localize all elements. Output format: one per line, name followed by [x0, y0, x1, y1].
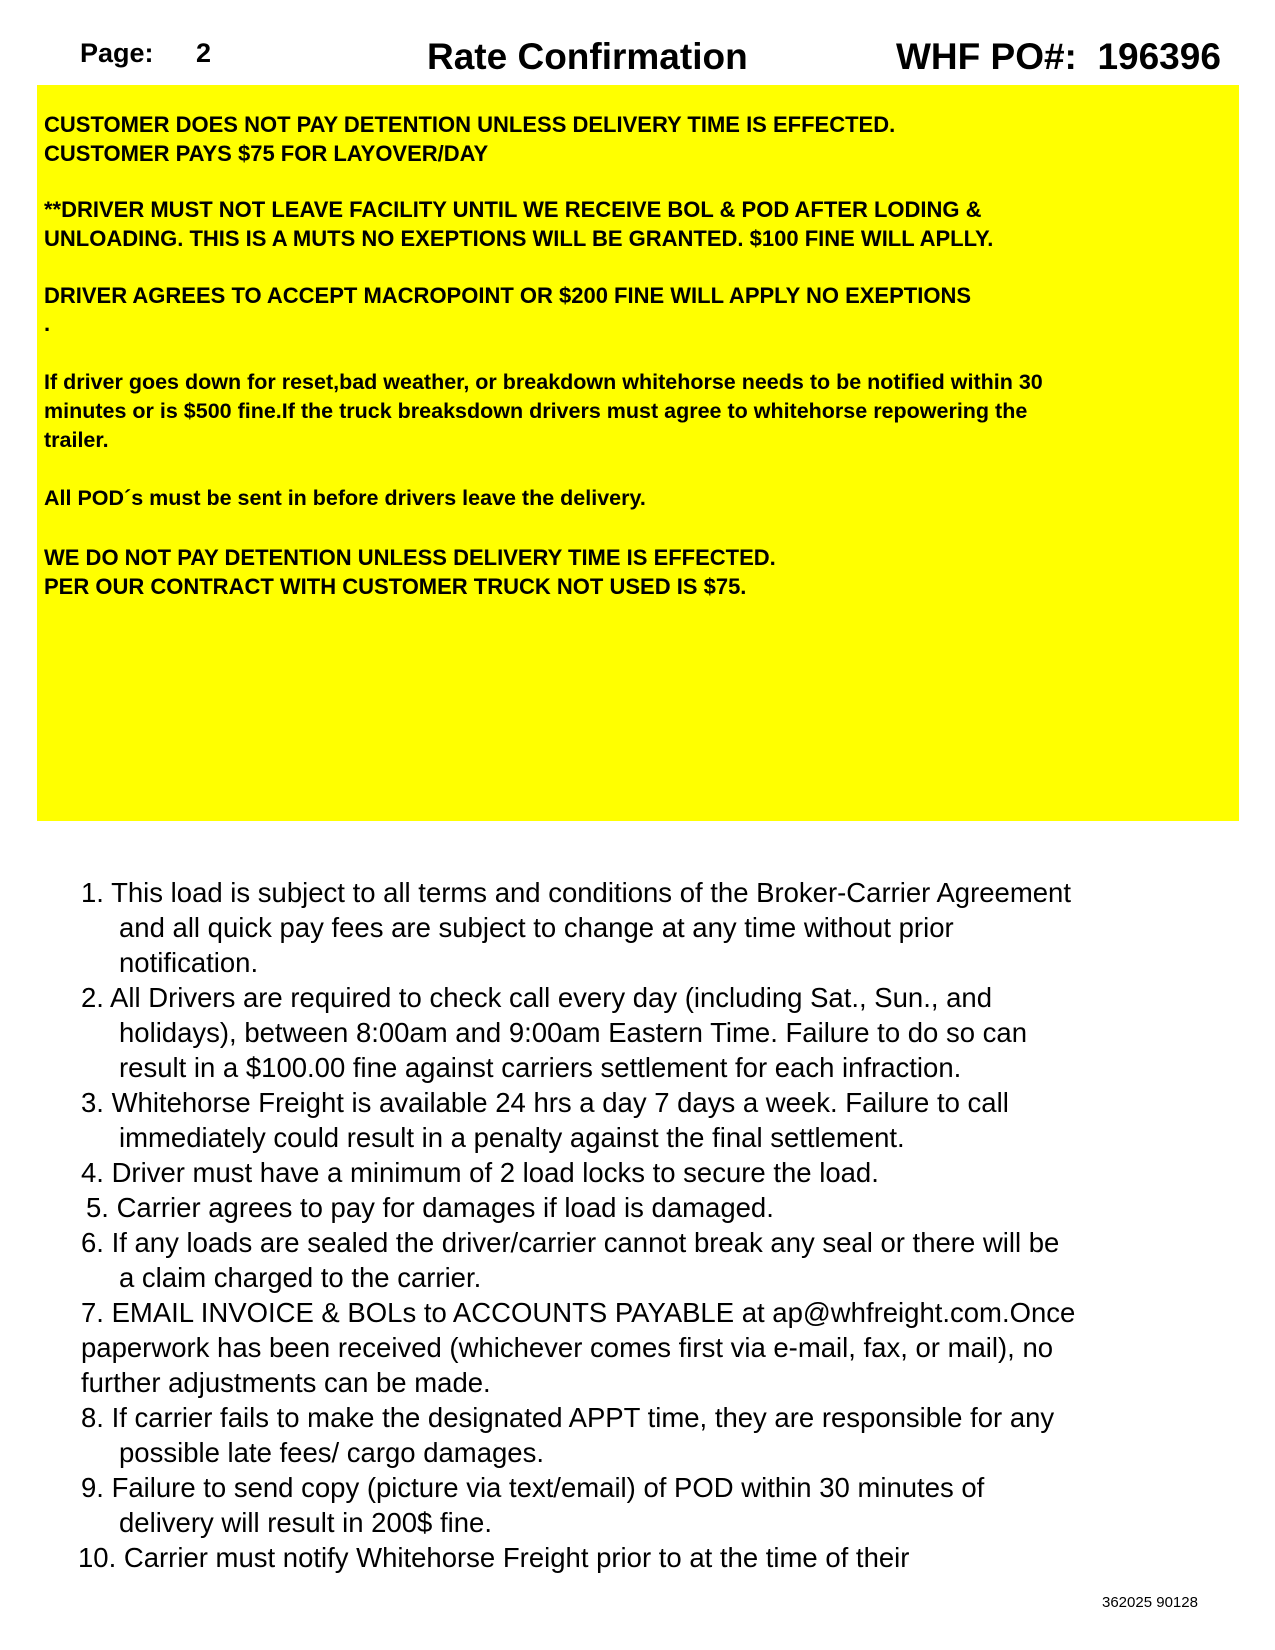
term-line: 1. This load is subject to all terms and conditions of the Broker-Carrier Agreement [81, 877, 1071, 908]
term-line: 7. EMAIL INVOICE & BOLs to ACCOUNTS PAYABLE at ap@whfreight.com.Once [81, 1297, 1076, 1328]
page-number: 2 [196, 38, 212, 68]
term-line: a claim charged to the carrier. [119, 1262, 482, 1293]
term-line: paperwork has been received (whichever comes first via e-mail, fax, or mail), no [81, 1332, 1054, 1363]
notice-line: WE DO NOT PAY DETENTION UNLESS DELIVERY TIME IS EFFECTED. [44, 545, 776, 570]
term-line: 2. All Drivers are required to check call every day (including Sat., Sun., and [81, 982, 993, 1013]
term-line: 10. Carrier must notify Whitehorse Freight prior to at the time of their [78, 1542, 910, 1573]
term-line: further adjustments can be made. [81, 1367, 491, 1398]
page-label: Page: [80, 38, 154, 68]
notice-line: PER OUR CONTRACT WITH CUSTOMER TRUCK NOT USED IS $75. [44, 574, 747, 599]
notice-line: trailer. [44, 428, 109, 452]
notice-line: CUSTOMER PAYS $75 FOR LAYOVER/DAY [44, 141, 489, 166]
notice-line: minutes or is $500 fine.If the truck breaksdown drivers must agree to whitehorse repowering the [44, 399, 1028, 423]
term-line: delivery will result in 200$ fine. [119, 1507, 492, 1538]
term-line: notification. [119, 947, 259, 978]
term-line: 4. Driver must have a minimum of 2 load locks to secure the load. [81, 1157, 879, 1188]
term-line: 5. Carrier agrees to pay for damages if load is damaged. [86, 1192, 774, 1223]
term-line: immediately could result in a penalty against the final settlement. [119, 1122, 905, 1153]
notice-line: If driver goes down for reset,bad weather, or breakdown whitehorse needs to be notified within 30 [44, 370, 1043, 394]
document-title: Rate Confirmation [427, 36, 748, 77]
term-line: possible late fees/ cargo damages. [119, 1437, 544, 1468]
term-line: 8. If carrier fails to make the designated APPT time, they are responsible for any [81, 1402, 1055, 1433]
notice-line: **DRIVER MUST NOT LEAVE FACILITY UNTIL WE RECEIVE BOL & POD AFTER LODING & [44, 197, 982, 222]
term-line: 6. If any loads are sealed the driver/carrier cannot break any seal or there will be [81, 1227, 1060, 1258]
notice-line: All POD´s must be sent in before drivers leave the delivery. [44, 486, 646, 510]
notice-line: . [44, 311, 51, 336]
term-line: and all quick pay fees are subject to change at any time without prior [119, 912, 954, 943]
term-line: holidays), between 8:00am and 9:00am Eastern Time. Failure to do so can [119, 1017, 1028, 1048]
term-line: result in a $100.00 fine against carriers settlement for each infraction. [119, 1052, 962, 1083]
term-line: 3. Whitehorse Freight is available 24 hrs a day 7 days a week. Failure to call [81, 1087, 1009, 1118]
notice-line: DRIVER AGREES TO ACCEPT MACROPOINT OR $200 FINE WILL APPLY NO EXEPTIONS [44, 283, 972, 308]
notice-line: CUSTOMER DOES NOT PAY DETENTION UNLESS DELIVERY TIME IS EFFECTED. [44, 112, 896, 137]
po-number: WHF PO#: 196396 [896, 36, 1221, 77]
term-line: 9. Failure to send copy (picture via text/email) of POD within 30 minutes of [81, 1472, 985, 1503]
footer-code: 362025 90128 [1102, 1594, 1198, 1611]
notice-line: UNLOADING. THIS IS A MUTS NO EXEPTIONS WILL BE GRANTED. $100 FINE WILL APLLY. [44, 226, 994, 251]
